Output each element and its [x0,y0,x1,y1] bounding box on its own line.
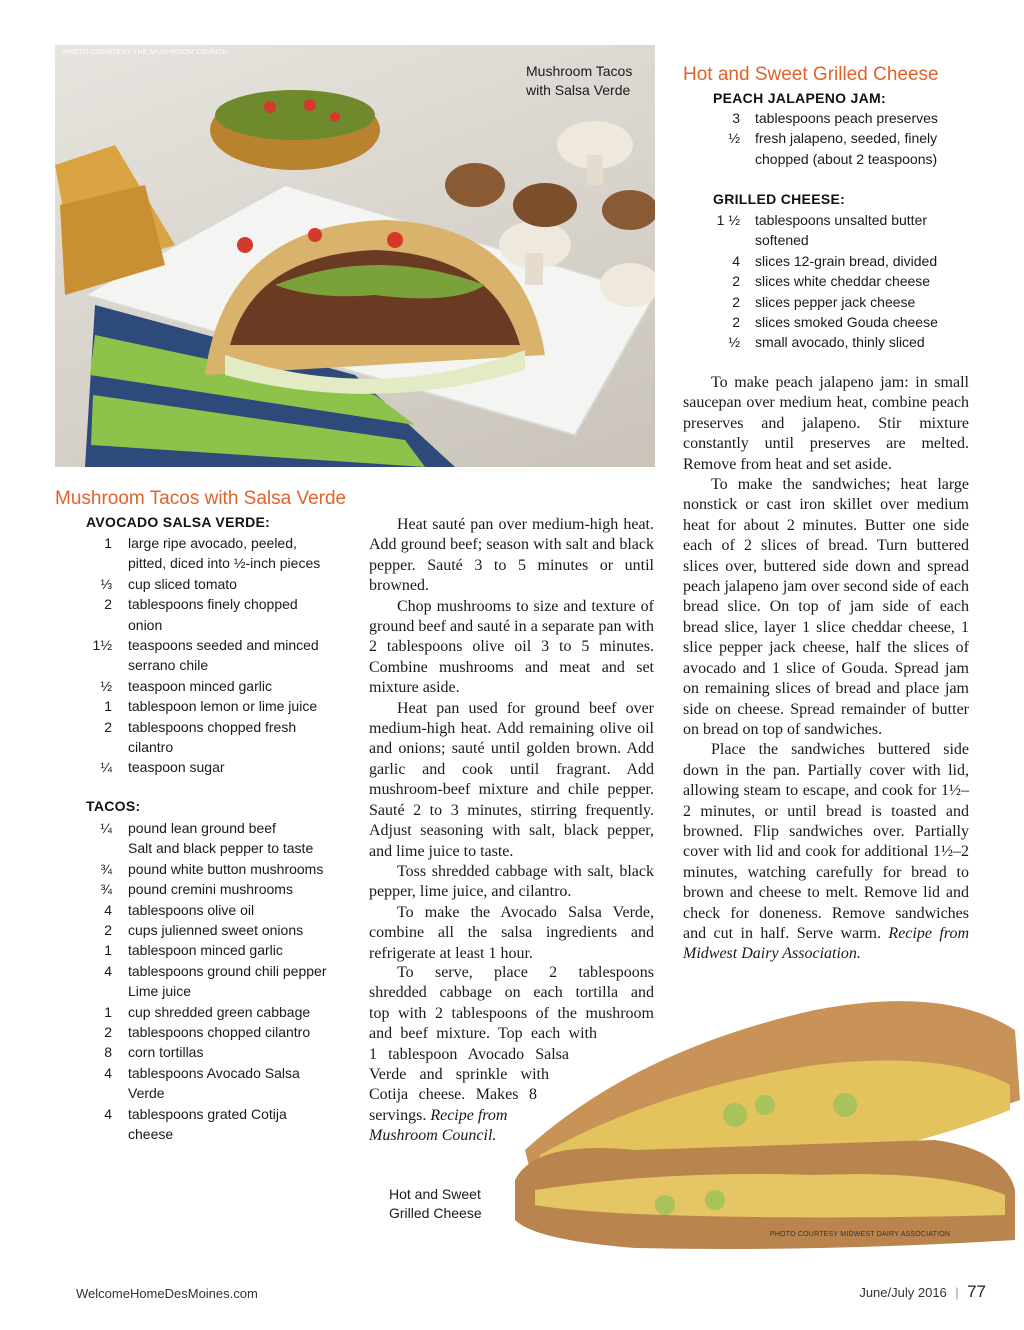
ingredient-quantity: ¾ [100,881,112,898]
ingredient-row [683,251,983,271]
ingredient-row [683,128,983,169]
recipe-title-mushroom-tacos: Mushroom Tacos with Salsa Verde [55,488,347,509]
direction-text: Heat sauté pan over medium-high heat. Add ground beef; season with salt and black pepper. Sauté 3 to 5 minutes or until browned. [369,516,654,595]
ingredient-text: slices white cheddar cheese [755,273,931,290]
page-number: 77 [967,1282,986,1301]
ingredient-row [55,920,355,940]
ingredient-text: tablespoons grated Cotija [128,1105,287,1122]
ingredient-row [55,696,355,716]
ingredient-quantity: ¼ [100,759,112,776]
footer-folio [859,1282,986,1302]
ingredient-quantity: ¾ [100,860,112,877]
direction-text: To make peach jalapeno jam: in small saucepan over medium heat, combine peach preserves and jalapeno. Stir mixture constantly until preserves are melted. Remove from heat and set aside. [683,374,969,473]
ingredient-quantity: ½ [728,334,740,351]
ingredient-text: teaspoon sugar [128,759,225,776]
ingredient-row [683,312,983,332]
ingredient-text: tablespoons finely chopped [128,596,298,613]
ingredient-row [55,900,355,920]
direction-text: To make the sandwiches; heat large nonstick or cast iron skillet over medium heat for about 2 minutes. Butter one side each of 2 slices of bread. Turn buttered slices over, buttered side down and spread peach jalapeno jam over second side of each bread slice. On top of jam side of each bread slice, layer 1 slice cheddar cheese, 1 slice pepper jack cheese, half the slices of avocado and 1 slice of Gouda. Spread jam on remaining slices of bread and place jam side on cheese. Spread remainder of butter on bread on top of sandwiches. [683,476,969,738]
ingredient-row [683,332,983,352]
ingredient-text: teaspoon minced garlic [128,677,272,694]
recipe-source: Recipe from [430,1106,508,1124]
ingredient-quantity: ½ [728,130,740,147]
ingredient-text: slices pepper jack cheese [755,293,916,310]
photo-caption [526,62,632,100]
ingredient-text: small avocado, thinly sliced [755,334,925,351]
ingredient-row [55,1104,355,1145]
direction-text: shredded cabbage on each tortilla and [369,984,654,1002]
ingredient-quantity: 2 [104,718,112,735]
direction-paragraph [683,373,969,475]
ingredient-list-salsa [55,533,355,778]
ingredient-row [55,1022,355,1042]
tacos-illustration [55,45,655,467]
ingredient-quantity: 2 [732,293,740,310]
direction-text: Place the sandwiches buttered side down in the pan. Partially cover with lid, allowing steam to escape, and cook for 1½–2 minutes, or until bread is toasted and browned. Flip sandwiches over. Partially cover with lid and cook for additional 1½–2 minutes, watching carefully for bread to brown and cheese to melt. Remove lid and check for doneness. Remove sandwiches and cut in half. Serve warm. [683,741,969,942]
ingredient-row [55,594,355,635]
ingredient-text: chopped (about 2 teaspoons) [755,150,938,167]
subhead-grilled-cheese: GRILLED CHEESE: [713,191,846,207]
ingredient-text: pound white button mushrooms [128,860,324,877]
direction-paragraph [369,515,654,597]
ingredient-text: tablespoon minced garlic [128,942,283,959]
footer-separator: | [955,1285,959,1300]
ingredient-text: Salt and black pepper to taste [128,840,314,857]
ingredient-quantity: 4 [104,962,112,979]
ingredient-quantity: 1 [104,698,112,715]
direction-paragraph [369,699,654,862]
ingredient-quantity: 1 [104,1003,112,1020]
caption-line: Grilled Cheese [389,1205,482,1221]
grilled-cheese-directions [683,373,969,965]
ingredient-quantity: 3 [732,110,740,126]
ingredient-list-jam [683,108,983,169]
ingredient-row [55,940,355,960]
direction-line [369,1085,537,1105]
ingredient-quantity: 2 [104,1024,112,1041]
direction-text: top with 2 tablespoons of the mushroom [369,1004,654,1022]
photo-caption [389,1185,482,1223]
ingredient-text: softened [755,232,809,249]
ingredient-text: slices 12-grain bread, divided [755,252,938,269]
direction-text: To serve, place 2 tablespoons [397,964,654,981]
ingredient-text: tablespoon lemon or lime juice [128,698,318,715]
ingredient-row [55,879,355,899]
footer-website: WelcomeHomeDesMoines.com [76,1286,258,1301]
caption-line: Hot and Sweet [389,1186,481,1202]
ingredient-row [55,1042,355,1062]
ingredient-row [55,717,355,758]
ingredient-row [55,574,355,594]
photo-grilled-cheese [515,990,1020,1260]
ingredient-quantity: 4 [732,252,740,269]
ingredient-quantity: 2 [104,922,112,939]
subhead-peach-jalapeno-jam: PEACH JALAPENO JAM: [713,90,886,106]
ingredient-text: tablespoons chopped cilantro [128,1024,311,1041]
ingredient-quantity: ¼ [100,820,112,836]
ingredient-text: tablespoons peach preserves [755,110,938,126]
direction-text: 1 tablespoon Avocado Salsa [369,1045,569,1063]
ingredient-quantity: 2 [732,314,740,331]
ingredient-quantity: ½ [100,677,112,694]
ingredient-quantity: ⅓ [100,575,112,592]
ingredient-text: Lime juice [128,983,192,1000]
ingredient-row [683,108,983,128]
ingredient-text: cup shredded green cabbage [128,1003,311,1020]
photo-credit: PHOTO COURTESY THE MUSHROOM COUNCIL [63,49,229,56]
caption-line: with Salsa Verde [526,82,631,98]
ingredient-list-grilled-cheese [683,210,983,353]
direction-paragraph [683,475,969,740]
ingredient-text: tablespoons Avocado Salsa [128,1064,300,1081]
ingredient-quantity: 8 [104,1044,112,1061]
ingredient-text: large ripe avocado, peeled, [128,535,297,551]
ingredient-row [683,271,983,291]
ingredient-quantity: 4 [104,901,112,918]
direction-paragraph [369,597,654,699]
recipe-title-grilled-cheese: Hot and Sweet Grilled Cheese [683,64,939,85]
ingredient-text: corn tortillas [128,1044,204,1061]
subhead-tacos: TACOS: [86,798,141,814]
footer-issue: June/July 2016 [859,1285,947,1300]
direction-paragraph [683,740,969,964]
ingredient-text: pound lean ground beef [128,820,276,836]
direction-text: servings. [369,1106,427,1124]
direction-paragraph [369,903,654,964]
ingredient-quantity: 2 [732,273,740,290]
ingredient-text: tablespoons ground chili pepper [128,962,327,979]
photo-mushroom-tacos [55,45,655,467]
ingredient-text: tablespoons chopped fresh [128,718,297,735]
ingredient-text: tablespoons unsalted butter [755,212,928,228]
subhead-avocado-salsa-verde: AVOCADO SALSA VERDE: [86,514,271,530]
ingredient-quantity: 4 [104,1105,112,1122]
ingredient-row [683,210,983,251]
ingredient-row [55,676,355,696]
ingredient-quantity: 2 [104,596,112,613]
ingredient-text: tablespoons olive oil [128,901,255,918]
ingredient-text: onion [128,616,163,633]
direction-text: Verde and sprinkle with [369,1066,549,1084]
recipe-source: Mushroom Council. [369,1127,497,1145]
ingredient-row [55,961,355,1002]
ingredient-text: teaspoons seeded and minced [128,637,319,654]
ingredient-row [55,1002,355,1022]
direction-line [369,1106,509,1126]
ingredient-quantity: 1½ [92,637,112,654]
direction-text: Heat pan used for ground beef over medium-high heat. Add remaining olive oil and onions; sauté until golden brown. Add garlic and cook until fragrant. Add mushroom-beef mixture and chile pepper. Sauté 2 to 3 minutes, stirring frequently. Adjust seasoning with salt, black pepper, and lime juice to taste. [369,699,654,860]
ingredient-row [55,818,355,859]
direction-paragraph [369,862,654,903]
ingredient-row [55,635,355,676]
ingredient-text: serrano chile [128,657,209,674]
ingredient-text: cheese [128,1126,174,1143]
ingredient-row [55,859,355,879]
direction-text: Cotija cheese. Makes 8 [369,1086,537,1104]
ingredient-text: Verde [128,1085,165,1102]
tacos-directions [369,515,654,964]
ingredient-text: cups julienned sweet onions [128,922,304,939]
ingredient-quantity: 4 [104,1064,112,1081]
direction-text: To make the Avocado Salsa Verde, combine all the salsa ingredients and refrigerate at least 1 hour. [369,903,654,962]
direction-text: Chop mushrooms to size and texture of ground beef and sauté in a separate pan with 2 tablespoons olive oil 3 to 5 minutes. Combine mushrooms and meat and set mixture aside. [369,597,654,697]
direction-line [369,963,654,983]
ingredient-text: pound cremini mushrooms [128,881,293,898]
ingredient-row [55,757,355,777]
ingredient-text: cilantro [128,739,174,756]
ingredient-quantity: 1 ½ [716,212,740,228]
ingredient-row [55,533,355,574]
direction-text: Toss shredded cabbage with salt, black pepper, lime juice, and cilantro. [369,862,654,901]
ingredient-list-tacos [55,818,355,1145]
direction-text: and beef mixture. Top each with [369,1025,597,1043]
ingredient-row [683,292,983,312]
caption-line: Mushroom Tacos [526,63,633,79]
photo-credit: PHOTO COURTESY MIDWEST DAIRY ASSOCIATION [770,1231,951,1238]
ingredient-text: fresh jalapeno, seeded, finely [755,130,938,147]
recipe-source: Recipe from Midwest Dairy Association. [683,924,970,963]
grilled-cheese-illustration [515,990,1020,1260]
ingredient-text: slices smoked Gouda cheese [755,314,938,331]
ingredient-text: pitted, diced into ½-inch pieces [128,555,321,572]
ingredient-text: cup sliced tomato [128,575,237,592]
ingredient-quantity: 1 [104,535,112,551]
ingredient-row [55,1063,355,1104]
ingredient-quantity: 1 [104,942,112,959]
